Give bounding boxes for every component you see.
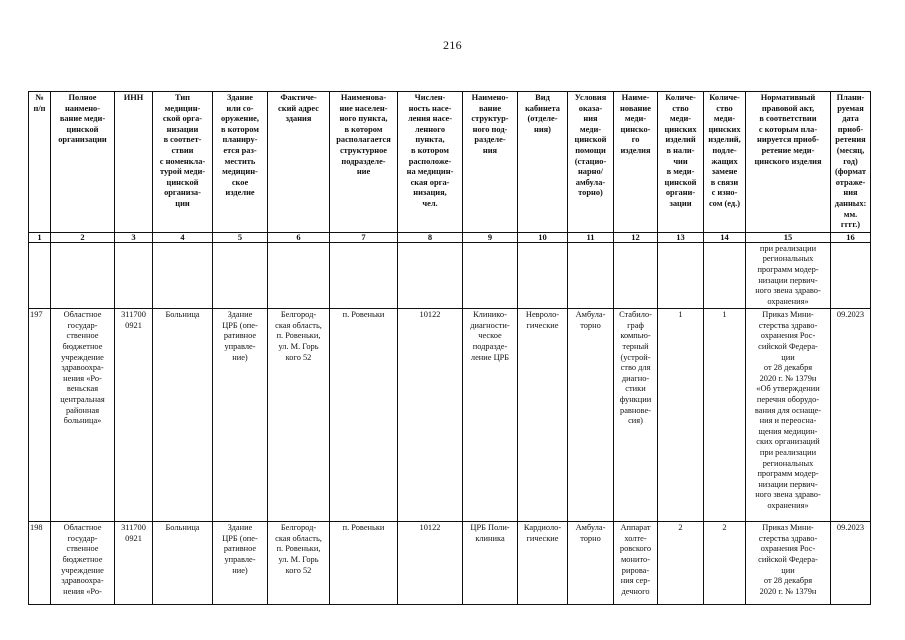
header-cell: Плани- руемая дата приоб- ретения (месяц, год) (формат отраже- ния данных: мм. гггг.): [831, 92, 871, 233]
date-cell: 09.2023: [831, 522, 871, 605]
org-type-cell: Больница: [153, 522, 213, 605]
column-numbers-row: [29, 232, 871, 242]
population-cell: 10122: [398, 309, 463, 522]
org-type-cell: Больница: [153, 309, 213, 522]
page-number: 216: [443, 38, 462, 52]
legal-act-cell: Приказ Мини- стерства здраво- охранения Рос- сийской Федера- ции от 28 декабря 2020 г. № 1379н «Об утверждении перечня оборудо- вания для оснаще- ния и переосна- щения медицин- ских организаций при реализации региональных программ модер- низации первич- ного звена здраво- охранения»: [746, 309, 831, 522]
legal-act-cell: Приказ Мини- стерства здраво- охранения Рос- сийской Федера- ции от 28 декабря 2020 г. № 1379н: [746, 522, 831, 605]
table-row: [29, 309, 871, 522]
table-cell: [213, 242, 268, 309]
table-cell: [268, 242, 330, 309]
building-cell: Здание ЦРБ (опе- ративное управле- ние): [213, 522, 268, 605]
column-number: 8: [398, 232, 463, 242]
device-cell: Стабило- граф компью- терный (устрой- ство для диагно- стики функции равнове- сия): [614, 309, 658, 522]
column-number: 14: [704, 232, 746, 242]
column-number: 15: [746, 232, 831, 242]
header-cell: Нормативный правовой акт, в соответствии с которым пла- нируется приоб- ретение меди- цинского изделия: [746, 92, 831, 233]
table-cell: [115, 242, 153, 309]
column-number: 3: [115, 232, 153, 242]
column-number: 12: [614, 232, 658, 242]
continuation-act-cell: при реализации региональных программ модер- низации первич- ного звена здраво- охранения»: [746, 242, 831, 309]
header-cell: Тип медицин- ской орга- низации в соответ- ствии с номенкла- турой меди- цинской организа- ции: [153, 92, 213, 233]
table-row: [29, 522, 871, 605]
row-number: 198: [29, 522, 51, 605]
header-row: [29, 92, 871, 233]
date-cell: 09.2023: [831, 309, 871, 522]
header-cell: Наимено- вание структур- ного под- разделе- ния: [463, 92, 518, 233]
table-cell: [29, 242, 51, 309]
device-cell: Аппарат холте- ровского монито- рирова- ния сер- дечного: [614, 522, 658, 605]
header-cell: Наименова- ние населен- ного пункта, в котором располагается структурное подразделе- ние: [330, 92, 398, 233]
header-cell: Полное наимено- вание меди- цинской организации: [51, 92, 115, 233]
row-number: 197: [29, 309, 51, 522]
address-cell: Белгород- ская область, п. Ровеньки, ул. М. Горь кого 52: [268, 309, 330, 522]
table-cell: [398, 242, 463, 309]
column-number: 2: [51, 232, 115, 242]
column-number: 13: [658, 232, 704, 242]
table-cell: [658, 242, 704, 309]
replace-count-cell: 2: [704, 522, 746, 605]
cabinet-cell: Невроло- гические: [518, 309, 568, 522]
column-number: 9: [463, 232, 518, 242]
table-cell: [704, 242, 746, 309]
table-cell: [568, 242, 614, 309]
unit-cell: Клинико- диагности- ческое подразде- ление ЦРБ: [463, 309, 518, 522]
settlement-cell: п. Ровеньки: [330, 309, 398, 522]
inn-cell: 311700 0921: [115, 522, 153, 605]
header-cell: Наиме- нование меди- цинско- го изделия: [614, 92, 658, 233]
available-count-cell: 2: [658, 522, 704, 605]
column-number: 6: [268, 232, 330, 242]
conditions-cell: Амбула- торно: [568, 522, 614, 605]
building-cell: Здание ЦРБ (опе- ративное управле- ние): [213, 309, 268, 522]
header-cell: Условия оказа- ния меди- цинской помощи (стацио- нарно/ амбула- торно): [568, 92, 614, 233]
equipment-table: [28, 91, 871, 605]
header-cell: Количе- ство меди- цинских изделий, подле- жащих замене в связи с изно- сом (ед.): [704, 92, 746, 233]
header-cell: ИНН: [115, 92, 153, 233]
table-cell: [614, 242, 658, 309]
column-number: 11: [568, 232, 614, 242]
conditions-cell: Амбула- торно: [568, 309, 614, 522]
available-count-cell: 1: [658, 309, 704, 522]
continuation-row: [29, 242, 871, 309]
header-cell: № п/п: [29, 92, 51, 233]
header-cell: Вид кабинета (отделе- ния): [518, 92, 568, 233]
settlement-cell: п. Ровеньки: [330, 522, 398, 605]
replace-count-cell: 1: [704, 309, 746, 522]
header-cell: Здание или со- оружение, в котором планиру- ется раз- местить медицин- ское изделие: [213, 92, 268, 233]
column-number: 4: [153, 232, 213, 242]
column-number: 16: [831, 232, 871, 242]
header-cell: Числен- ность насе- ления насе- ленного пункта, в котором расположе- на медицин- ская орга- низация, чел.: [398, 92, 463, 233]
population-cell: 10122: [398, 522, 463, 605]
header-cell: Фактиче- ский адрес здания: [268, 92, 330, 233]
org-name-cell: Областное государ- ственное бюджетное учреждение здравоохра- нения «Ро- веньская центральная районная больница»: [51, 309, 115, 522]
address-cell: Белгород- ская область, п. Ровеньки, ул. М. Горь кого 52: [268, 522, 330, 605]
column-number: 1: [29, 232, 51, 242]
table-cell: [831, 242, 871, 309]
column-number: 5: [213, 232, 268, 242]
org-name-cell: Областное государ- ственное бюджетное учреждение здравоохра- нения «Ро-: [51, 522, 115, 605]
header-cell: Количе- ство меди- цинских изделий в нали- чии в меди- цинской органи- зации: [658, 92, 704, 233]
table-cell: [330, 242, 398, 309]
inn-cell: 311700 0921: [115, 309, 153, 522]
unit-cell: ЦРБ Поли- клиника: [463, 522, 518, 605]
table-cell: [51, 242, 115, 309]
cabinet-cell: Кардиоло- гические: [518, 522, 568, 605]
table-cell: [518, 242, 568, 309]
column-number: 7: [330, 232, 398, 242]
column-number: 10: [518, 232, 568, 242]
table-cell: [153, 242, 213, 309]
table-cell: [463, 242, 518, 309]
